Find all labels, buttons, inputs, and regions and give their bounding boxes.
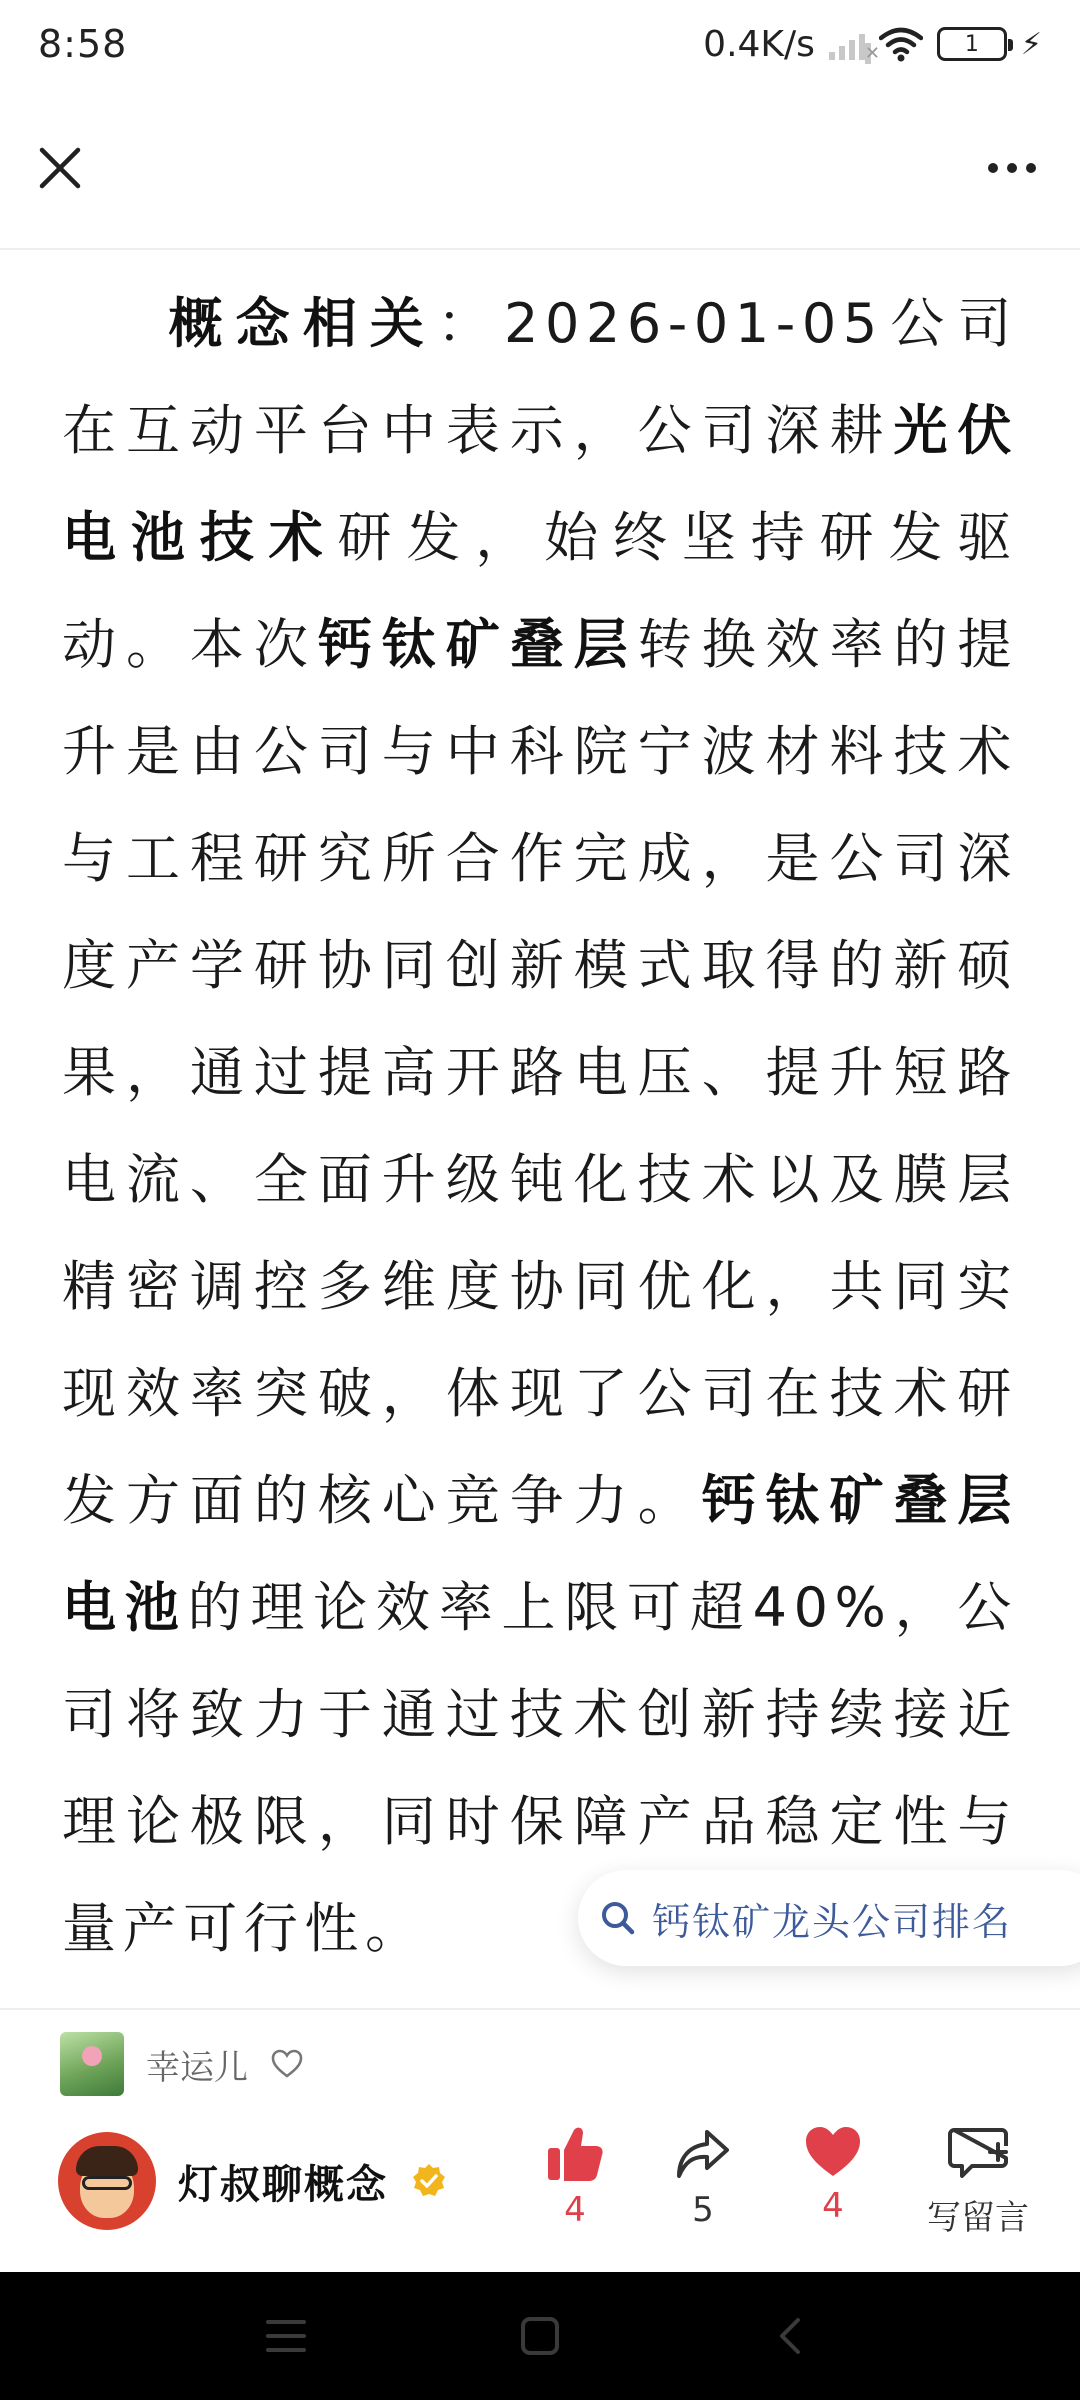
article-text: 研发，始终坚持研发驱动。本次: [62, 506, 1019, 676]
comment-add-icon: [946, 2124, 1010, 2184]
more-icon-dot: [988, 163, 998, 173]
like-count: 4: [564, 2190, 586, 2230]
heart-icon: [803, 2124, 863, 2180]
search-icon: [598, 1898, 638, 1938]
more-icon-dot: [1026, 163, 1036, 173]
thumbs-up-icon: [544, 2124, 606, 2184]
wifi-icon: [879, 26, 923, 62]
search-suggestion[interactable]: [578, 1870, 1080, 1966]
status-time: 8:58: [38, 22, 128, 66]
more-button[interactable]: [972, 136, 1052, 200]
article-bold-text: 钙钛矿叠层电池: [62, 1469, 1019, 1639]
signal-icon: ✕: [829, 28, 865, 60]
author-name: 灯叔聊概念: [178, 2161, 388, 2208]
battery-level: 1: [964, 31, 979, 57]
share-count: 5: [692, 2190, 714, 2230]
battery-icon: [937, 27, 1007, 61]
close-icon: [36, 144, 84, 192]
search-suggestion-label: 钙钛矿龙头公司排名: [652, 1899, 1013, 1944]
author-info[interactable]: [58, 2132, 448, 2230]
more-icon-dot: [1007, 163, 1017, 173]
status-bar: [0, 0, 1080, 88]
verified-badge-icon: [410, 2162, 448, 2200]
author-avatar: [58, 2132, 156, 2230]
article-bold-text: 钙钛矿叠层: [317, 613, 638, 676]
comment-button[interactable]: [908, 2124, 1048, 2239]
article-bold-text: 光伏电池技术: [62, 399, 1018, 569]
close-button[interactable]: [28, 136, 92, 200]
share-icon: [673, 2124, 733, 2184]
menu-icon[interactable]: [262, 2314, 310, 2358]
article-text: ：2026-01-05公司在互动平台中表示，公司深耕: [62, 292, 1019, 462]
liker-avatar: [60, 2032, 124, 2096]
net-speed: 0.4K/s: [703, 23, 815, 65]
like-button[interactable]: [520, 2124, 630, 2230]
system-nav-bar: [0, 2272, 1080, 2400]
action-bar: [0, 2120, 1080, 2270]
divider: [0, 2008, 1080, 2010]
article-body: [62, 270, 1018, 1982]
comment-label: 写留言: [927, 2198, 1029, 2238]
article-bold-text: 概念相关: [162, 292, 437, 355]
favorite-count: 4: [822, 2186, 844, 2226]
article-text: 转换效率的提升是由公司与中科院宁波材料技术与工程研究所合作完成，是公司深度产学研协同创新模式取得的新硕果，通过提高开路电压、提升短路电流、全面升级钝化技术以及膜层精密调控多维度协同优化，共同实现效率突破，体现了公司在技术研发方面的核心竞争力。: [62, 613, 1018, 1532]
back-icon[interactable]: [768, 2314, 816, 2358]
heart-outline-icon: [270, 2049, 304, 2079]
share-button[interactable]: [648, 2124, 758, 2230]
charging-icon: ⚡: [1020, 26, 1042, 62]
status-indicators: [703, 24, 1042, 65]
home-icon[interactable]: [516, 2314, 564, 2358]
top-nav: [0, 100, 1080, 250]
liker-row[interactable]: [60, 2032, 304, 2096]
favorite-button[interactable]: [778, 2124, 888, 2226]
liker-name: 幸运儿: [146, 2047, 248, 2088]
article-text: 的理论效率上限可超40%，公司将致力于通过技术创新持续接近理论极限，同时保障产品稳定性与量产可行性。: [62, 1576, 1018, 1960]
